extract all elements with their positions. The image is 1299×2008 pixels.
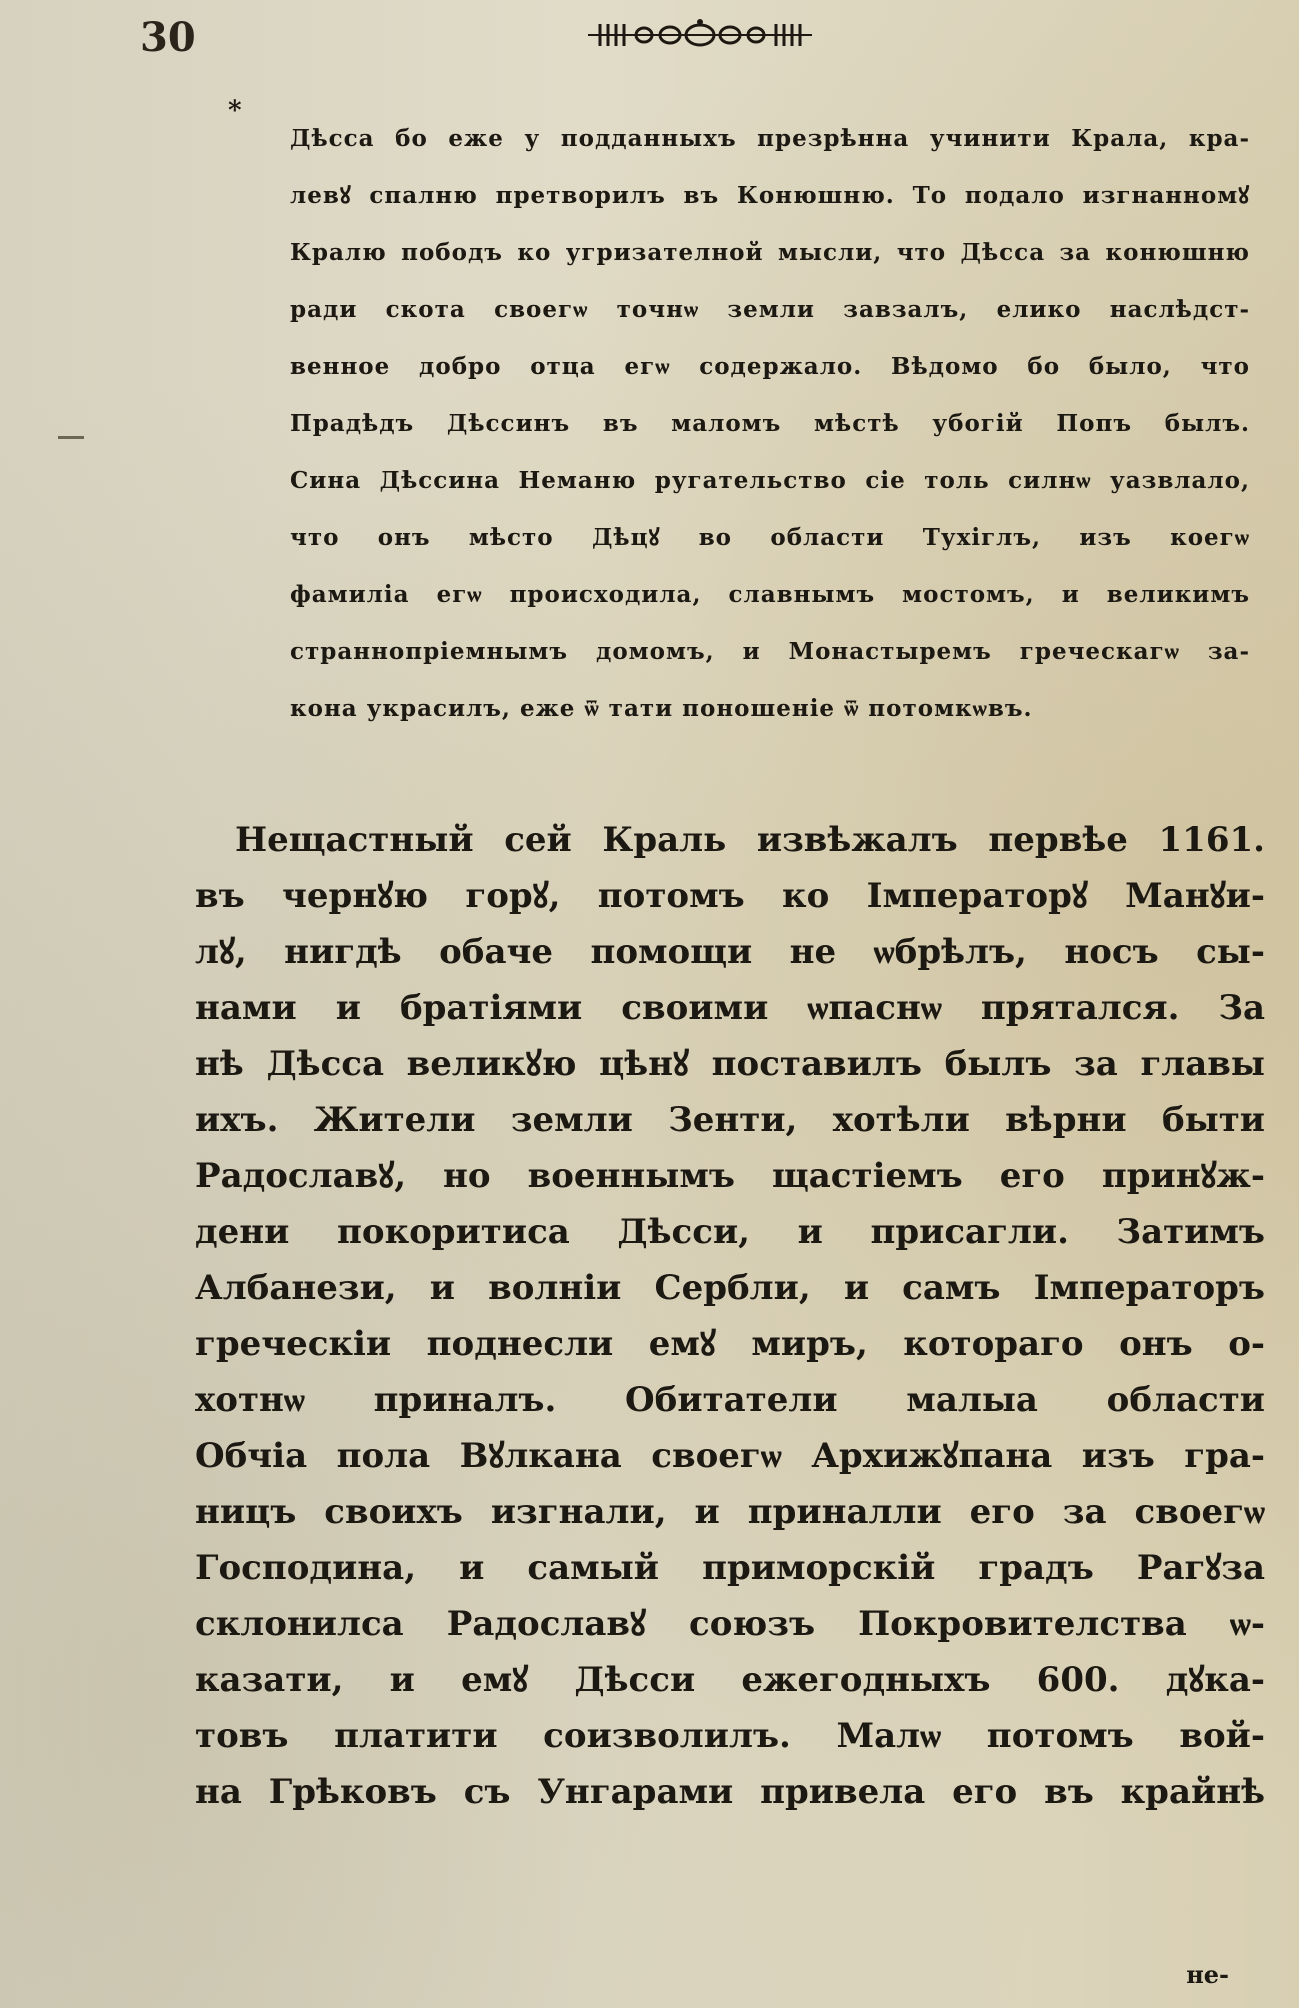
catchword: не- (1186, 1960, 1229, 1989)
footnote-line: фамилiа егѡ происходила, славнымъ мостомъ, и великимъ (290, 581, 1250, 608)
footnote-marker: * (228, 96, 242, 126)
footnote-line: кона украсилъ, еже ѿ тати поношенiе ѿ потомкѡвъ. (290, 695, 1033, 722)
footnote-line: Кралю пободъ ко угризателной мысли, что Дѣсса за конюшню (290, 239, 1250, 266)
body-line: Господина, и самый приморскiй градъ Рагꙋза (195, 1548, 1265, 1588)
body-line: въ чернꙋю горꙋ, потомъ ко Iмператорꙋ Манꙋи- (195, 876, 1265, 916)
footnote-line: страннопрiемнымъ домомъ, и Монастыремъ греческагѡ за- (290, 638, 1250, 665)
body-line: на Грѣковъ съ Унгарами привела его въ крайнѣ (195, 1772, 1265, 1812)
body-line: казати, и емꙋ Дѣсси ежегодныхъ 600. дꙋка- (195, 1660, 1265, 1700)
body-line: склонилса Радославꙋ союзъ Покровителства ѡ- (195, 1604, 1265, 1644)
footnote-block (290, 110, 1250, 737)
header-ornament (580, 18, 820, 52)
body-line: Радославꙋ, но военнымъ щастiемъ его принꙋж- (195, 1156, 1265, 1196)
body-line: нами и братiями своими ѡпаснѡ прятался. За (195, 988, 1265, 1028)
body-line: нѣ Дѣсса великꙋю цѣнꙋ поставилъ былъ за главы (195, 1044, 1265, 1084)
body-line: товъ платити соизволилъ. Малѡ потомъ вой- (195, 1716, 1265, 1756)
footnote-line: левꙋ спалню претворилъ въ Конюшню. То подало изгнанномꙋ (290, 182, 1250, 209)
body-line: ницъ своихъ изгнали, и приналли его за своегѡ (195, 1492, 1265, 1532)
body-text (195, 812, 1265, 1820)
body-line: лꙋ, нигдѣ обаче помощи не ѡбрѣлъ, носъ сы- (195, 932, 1265, 972)
page-number: 30 (140, 14, 196, 61)
body-line: греческiи поднесли емꙋ миръ, котораго онъ о- (195, 1324, 1265, 1364)
footnote-line: Дѣсса бо еже у подданныхъ презрѣнна учинити Крала, кра- (290, 125, 1250, 152)
body-line: ихъ. Жители земли Зенти, хотѣли вѣрни быти (195, 1100, 1265, 1140)
body-line: хотнѡ приналъ. Обитатели малыа области (195, 1380, 1265, 1420)
body-line: Нещастный сей Краль извѣжалъ первѣе 1161. (235, 820, 1265, 860)
footnote-line: что онъ мѣсто Дѣцꙋ во области Тухiглъ, изъ коегѡ (290, 524, 1250, 551)
footnote-line: ради скота своегѡ точнѡ земли завзалъ, елико наслѣдст- (290, 296, 1250, 323)
margin-mark (58, 436, 84, 439)
body-line: Албанези, и волнiи Сербли, и самъ Iмператоръ (195, 1268, 1265, 1308)
footnote-line: венное добро отца егѡ содержало. Вѣдомо бо было, что (290, 353, 1250, 380)
footnote-line: Прадѣдъ Дѣссинъ въ маломъ мѣстѣ убогiй Попъ былъ. (290, 410, 1250, 437)
body-line: Обчiа пола Вꙋлкана своегѡ Архижꙋпана изъ гра- (195, 1436, 1265, 1476)
body-line: дени покоритиса Дѣсси, и присагли. Затимъ (195, 1212, 1265, 1252)
footnote-line: Сина Дѣссина Неманю ругательство сiе толь силнѡ уазвлало, (290, 467, 1250, 494)
